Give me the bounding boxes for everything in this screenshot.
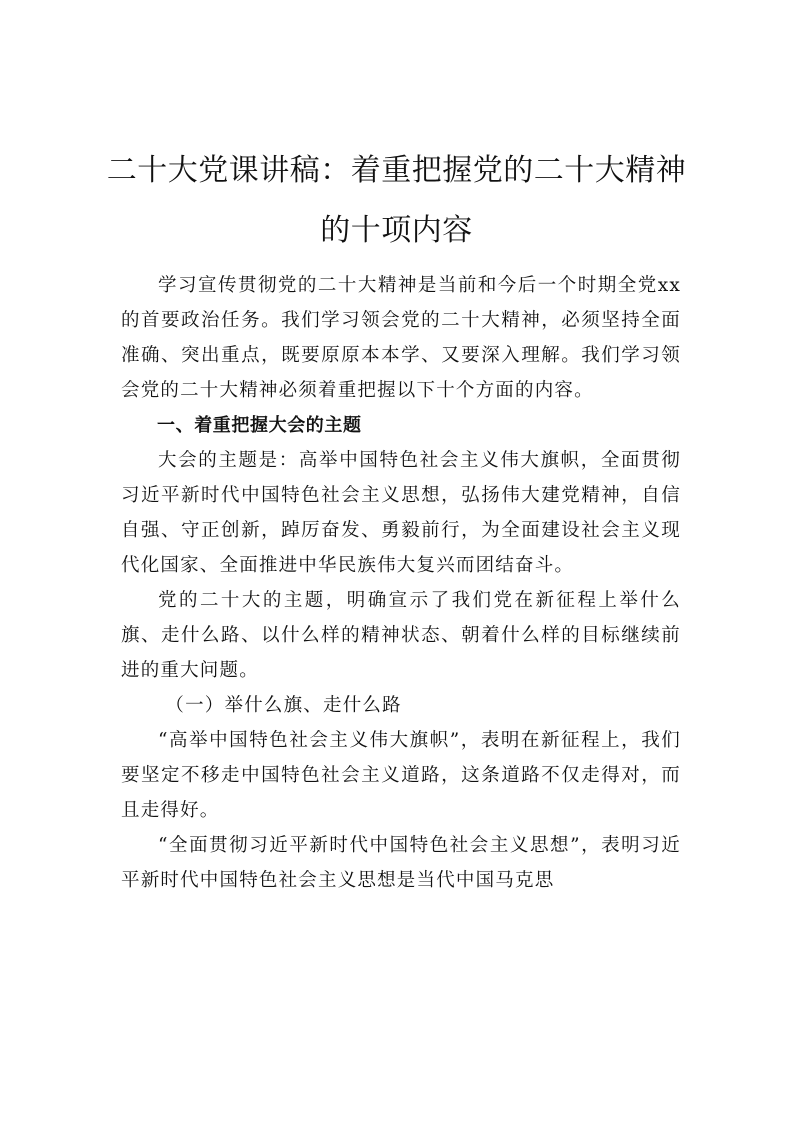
paragraph-theme-meaning: 党的二十大的主题，明确宣示了我们党在新征程上举什么旗、走什么路、以什么样的精神状态、朝着什么样的目标继续前进的重大问题。 — [121, 590, 681, 681]
paragraph-banner: “高举中国特色社会主义伟大旗帜”，表明在新征程上，我们要坚定不移走中国特色社会主义道路，这条道路不仅走得对，而且走得好。 — [121, 730, 681, 821]
subsection-heading-1: （一）举什么旗、走什么路 — [165, 695, 402, 716]
document-title-line-1: 二十大党课讲稿：着重把握党的二十大精神 — [106, 153, 687, 188]
section-heading-1: 一、着重把握大会的主题 — [157, 415, 362, 436]
paragraph-intro: 学习宣传贯彻党的二十大精神是当前和今后一个时期全党xx的首要政治任务。我们学习领会党的二十大精神，必须坚持全面准确、突出重点，既要原原本本学、又要深入理解。我们学习领会党的二十大精神必须着重把握以下十个方面的内容。 — [121, 275, 681, 401]
document-body — [121, 268, 681, 898]
paragraph-thought: “全面贯彻习近平新时代中国特色社会主义思想”，表明习近平新时代中国特色社会主义思想是当代中国马克思 — [121, 835, 681, 891]
document-title-line-2: 的十项内容 — [320, 213, 473, 248]
paragraph-theme: 大会的主题是：高举中国特色社会主义伟大旗帜，全面贯彻习近平新时代中国特色社会主义思想，弘扬伟大建党精神，自信自强、守正创新，踔厉奋发、勇毅前行，为全面建设社会主义现代化国家、全面推进中华民族伟大复兴而团结奋斗。 — [121, 450, 681, 576]
